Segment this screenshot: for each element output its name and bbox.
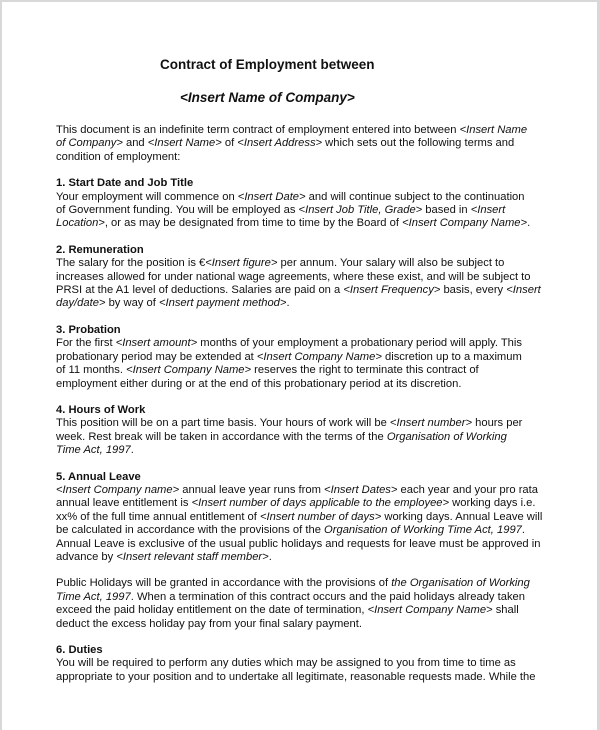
placeholder-text: the Organisation of Working [391, 577, 530, 590]
placeholder-text: <Insert amount> [115, 337, 198, 350]
body-text: each year and your pro rata [397, 483, 538, 496]
body-text: per annum. Your salary will also be subject to [277, 257, 505, 270]
body-text: The salary for the position is € [56, 257, 206, 270]
body-text: be calculated in accordance with the provisions of the [56, 524, 325, 537]
section-line [56, 577, 556, 590]
section-line [56, 191, 556, 204]
body-text: Public Holidays will be granted in accordance with the provisions of [56, 577, 392, 590]
body-text: appropriate to your position and to undertake all legitimate, reasonable requests made. While the [56, 670, 536, 683]
section-paragraph [56, 577, 556, 631]
section-heading: 4. Hours of Work [56, 403, 146, 416]
body-text: reserves the right to terminate this contract of [251, 364, 479, 377]
body-text: of 11 months. [56, 364, 127, 377]
section-paragraph [56, 484, 556, 564]
section-heading: 3. Probation [56, 323, 121, 336]
body-text: week. Rest break will be taken in accordance with the terms of the [56, 430, 387, 443]
section-line [56, 484, 556, 497]
section-line [56, 444, 556, 457]
section-paragraph [56, 657, 556, 684]
placeholder-text: Time Act, 1997 [56, 444, 131, 457]
body-text: basis, every [440, 284, 507, 297]
page-border-left [0, 0, 2, 730]
placeholder-text: <Insert [470, 204, 506, 217]
placeholder-text: of Company> [56, 137, 123, 150]
body-text: . When a termination of this contract occurs and the paid holidays already taken [130, 590, 526, 603]
body-text: months of your employment a probationary period will apply. This [197, 337, 522, 350]
section-line [56, 351, 556, 364]
body-text: employment either during or at the end of this probationary period at its discretion. [56, 377, 462, 390]
section-heading: 5. Annual Leave [56, 470, 141, 483]
section-line [56, 497, 556, 510]
intro-line [56, 137, 556, 150]
body-text: probationary period may be extended at [56, 350, 257, 363]
body-text: . [286, 297, 290, 310]
section [56, 324, 556, 391]
placeholder-text: <Insert Company name> [56, 483, 180, 496]
placeholder-text: <Insert Job Title, Grade> [298, 204, 423, 217]
section-line [56, 284, 556, 297]
section-line [56, 204, 556, 217]
body-text: , or as may be designated from time to time by the Board of [104, 217, 403, 230]
section-line [56, 671, 556, 684]
section-paragraph [56, 257, 556, 311]
document-subtitle: <Insert Name of Company> [180, 90, 355, 105]
body-text: For the first [56, 337, 116, 350]
placeholder-text: <Insert number> [389, 417, 473, 430]
placeholder-text: <Insert Company Name> [402, 217, 528, 230]
placeholder-text: <Insert number of days> [259, 510, 382, 523]
placeholder-text: <Insert Name [459, 124, 528, 136]
section-line [56, 657, 556, 670]
body-text: shall [492, 604, 519, 617]
body-text: and will continue subject to the continuation [305, 190, 525, 203]
placeholder-text: <Insert Company Name> [126, 364, 252, 377]
placeholder-text: <Insert figure> [205, 257, 278, 270]
section-line [56, 297, 556, 310]
body-text: . [130, 444, 134, 457]
document-title: Contract of Employment between [160, 57, 375, 72]
body-text: and [122, 137, 148, 150]
section-paragraph [56, 191, 556, 231]
placeholder-text: <Insert Name> [147, 137, 222, 150]
section-line [56, 591, 556, 604]
section-heading: 2. Remuneration [56, 243, 144, 256]
body-text: Your employment will commence on [56, 190, 238, 203]
placeholder-text: <Insert Address> [237, 137, 323, 150]
placeholder-text: Organisation of Working Time Act, 1997 [324, 524, 522, 537]
section [56, 177, 556, 231]
placeholder-text: <Insert Date> [237, 190, 306, 203]
section-line [56, 524, 556, 537]
section-line [56, 378, 556, 391]
body-text: advance by [56, 550, 117, 563]
section-line [56, 217, 556, 230]
body-text: annual leave year runs from [179, 483, 325, 496]
body-text: hours per [472, 417, 523, 430]
intro-paragraph [56, 124, 556, 164]
document-body [56, 124, 556, 684]
placeholder-text: Location> [56, 217, 105, 230]
section [56, 244, 556, 311]
section-line [56, 538, 556, 551]
placeholder-text: <Insert Company Name> [256, 350, 382, 363]
placeholder-text: <Insert number of days applicable to the employee> [191, 497, 450, 510]
body-text: . [527, 217, 531, 230]
section-heading: 1. Start Date and Job Title [56, 177, 194, 190]
section-line [56, 257, 556, 270]
body-text: working days. Annual Leave will [381, 510, 543, 523]
section-line [56, 551, 556, 564]
body-text: You will be required to perform any duties which may be assigned to you from time to time as [56, 657, 516, 670]
placeholder-text: <Insert Company Name> [367, 604, 493, 617]
section [56, 404, 556, 458]
intro-line [56, 151, 556, 164]
section [56, 471, 556, 631]
body-text: of [221, 137, 238, 150]
section-line [56, 618, 556, 631]
section-paragraph [56, 417, 556, 457]
placeholder-text: <Insert [506, 284, 541, 297]
section-line [56, 337, 556, 350]
placeholder-text: day/date> [56, 297, 106, 310]
section-line [56, 511, 556, 524]
placeholder-text: <Insert relevant staff member> [116, 550, 269, 563]
section-paragraph [56, 337, 556, 391]
body-text: of Government funding. You will be employed as [56, 204, 299, 217]
section [56, 644, 556, 684]
body-text: annual leave entitlement is [56, 497, 192, 510]
placeholder-text: <Insert payment method> [158, 297, 287, 310]
section-line [56, 271, 556, 284]
placeholder-text: <Insert Frequency> [343, 284, 441, 297]
placeholder-text: Time Act, 1997 [56, 590, 131, 603]
body-text: deduct the excess holiday pay from your final salary payment. [56, 617, 362, 630]
page-border-top [0, 0, 600, 2]
body-text: which sets out the following terms and [322, 137, 515, 150]
body-text: exceed the paid holiday entitlement on the date of termination, [56, 604, 368, 617]
body-text: increases allowed for under national wage agreements, where these exist, and will be subject to [56, 270, 531, 283]
body-text: based in [422, 204, 471, 217]
section-heading: 6. Duties [56, 644, 103, 656]
section-line [56, 417, 556, 430]
sections-container [56, 177, 556, 684]
body-text: by way of [105, 297, 159, 310]
body-text: . [521, 524, 525, 537]
section-line [56, 604, 556, 617]
placeholder-text: <Insert Dates> [324, 483, 398, 496]
body-text: . [268, 550, 272, 563]
body-text: discretion up to a maximum [381, 350, 522, 363]
section-line [56, 431, 556, 444]
body-text: condition of employment: [56, 150, 181, 163]
body-text: This position will be on a part time basis. Your hours of work will be [56, 417, 390, 430]
body-text: working days i.e. [449, 497, 536, 510]
intro-line [56, 124, 556, 137]
body-text: xx% of the full time annual entitlement of [56, 510, 260, 523]
body-text: Annual Leave is exclusive of the usual public holidays and requests for leave must be approved in [56, 537, 541, 550]
section-line [56, 364, 556, 377]
body-text: This document is an indefinite term contract of employment entered into between [56, 124, 460, 136]
body-text: PRSI at the A1 level of deductions. Salaries are paid on a [56, 284, 344, 297]
placeholder-text: Organisation of Working [386, 430, 507, 443]
